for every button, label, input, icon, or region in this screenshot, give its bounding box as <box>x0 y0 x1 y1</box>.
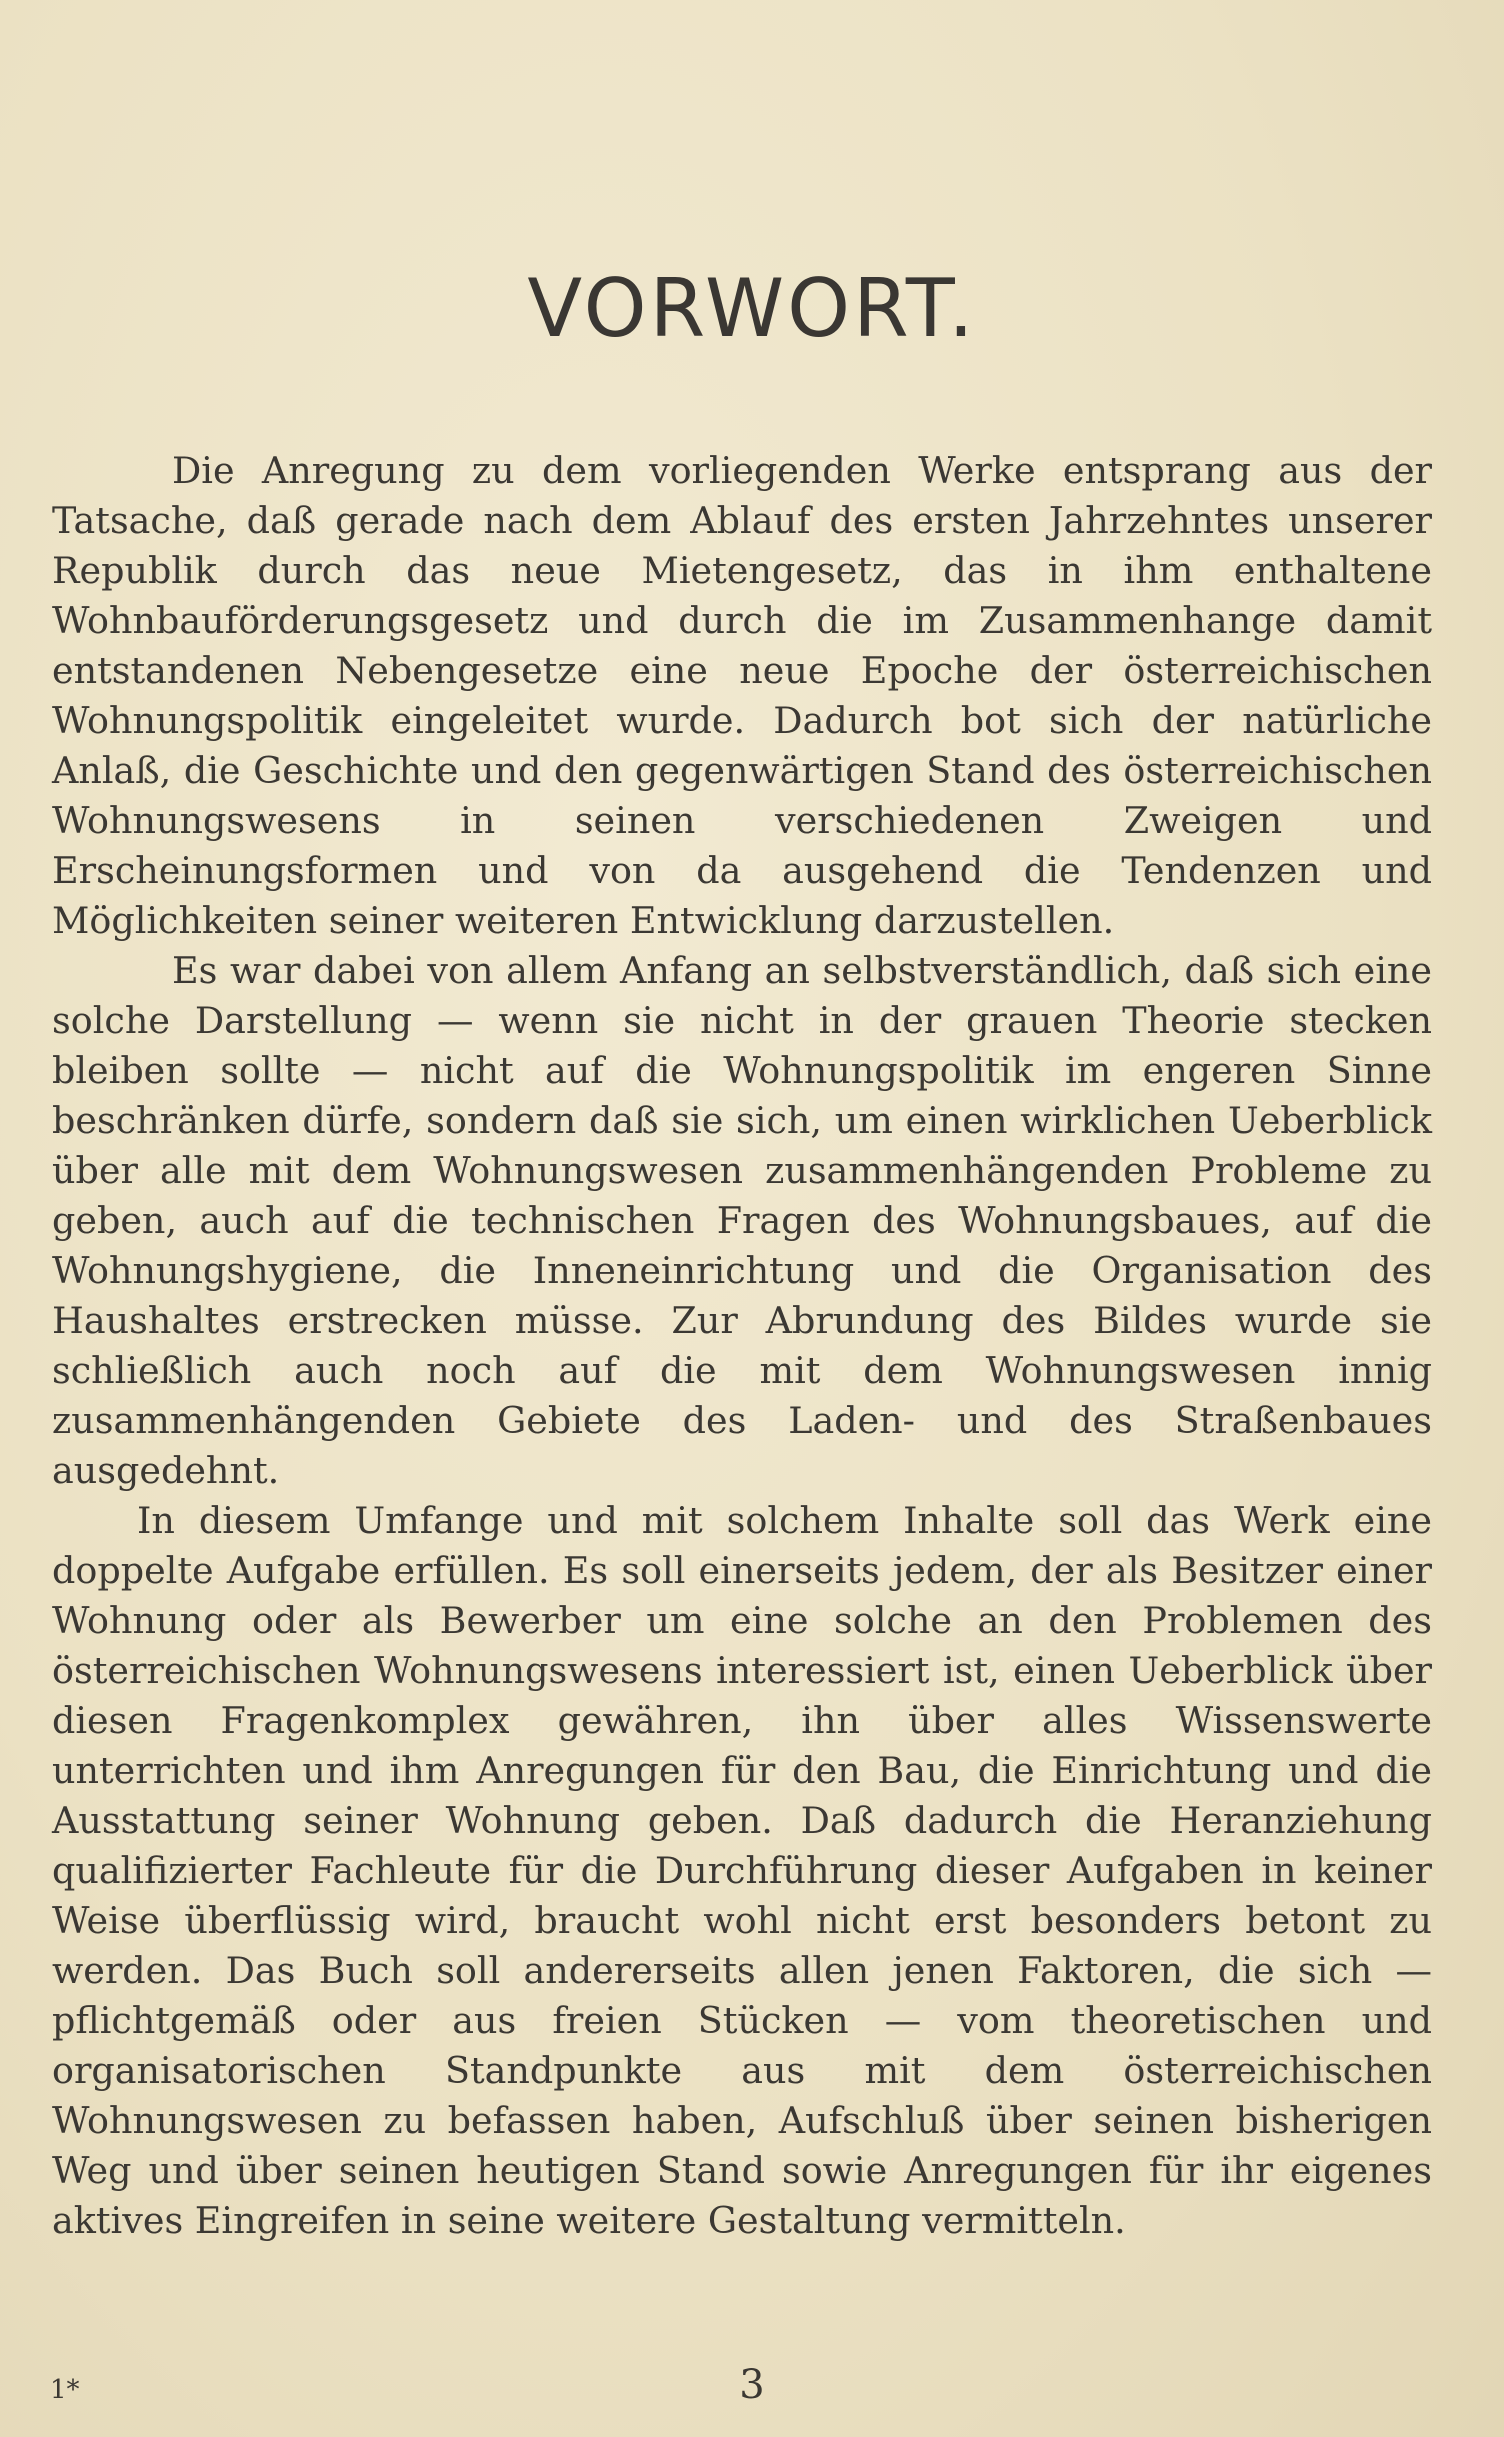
page-number: 3 <box>739 2362 765 2408</box>
paragraph-2: Es war dabei von allem Anfang an selbstverständlich, daß sich eine solche Darstellung — wenn sie nicht in der grauen Theorie stecken bleiben sollte — nicht auf die Wohnungspolitik im engeren Sinne beschränken dürfe, sondern daß sie sich, um einen wirklichen Ueberblick über alle mit dem Wohnungswesen zusammenhängenden Probleme zu geben, auch auf die technischen Fragen des Wohnungsbaues, auf die Wohnungshygiene, die Inneneinrichtung und die Organisation des Haushaltes erstrecken müsse. Zur Abrundung des Bildes wurde sie schließlich auch noch auf die mit dem Wohnungswesen innig zusammenhängenden Gebiete des Laden- und des Straßenbaues ausgedehnt. <box>52 949 1432 1492</box>
paragraph-3: In diesem Umfange und mit solchem Inhalte soll das Werk eine doppelte Aufgabe erfüllen. Es soll einerseits jedem, der als Besitzer einer Wohnung oder als Bewerber um eine solche an den Problemen des österreichischen Wohnungswesens interessiert ist, einen Ueberblick über diesen Fragenkomplex gewähren, ihn über alles Wissenswerte unterrichten und ihm Anregungen für den Bau, die Einrichtung und die Ausstattung seiner Wohnung geben. Daß dadurch die Heranziehung qualifizierter Fachleute für die Durchführung dieser Aufgaben in keiner Weise überflüssig wird, braucht wohl nicht erst besonders betont zu werden. Das Buch soll andererseits allen jenen Faktoren, die sich — pflichtgemäß oder aus freien Stücken — vom theoretischen und organisatorischen Standpunkte aus mit dem österreichischen Wohnungswesen zu befassen haben, Aufschluß über seinen bisherigen Weg und über seinen heutigen Stand sowie Anregungen für ihr eigenes aktives Eingreifen in seine weitere Gestaltung vermitteln. <box>52 1499 1432 2242</box>
page-title: VORWORT. <box>527 262 977 355</box>
body-text <box>52 446 1432 2246</box>
paragraph-1: Die Anregung zu dem vorliegenden Werke entsprang aus der Tatsache, daß gerade nach dem Ablauf des ersten Jahrzehntes unserer Republik durch das neue Mietengesetz, das in ihm enthaltene Wohnbauförderungsgesetz und durch die im Zusammenhange damit entstandenen Nebengesetze eine neue Epoche der österreichischen Wohnungspolitik eingeleitet wurde. Dadurch bot sich der natürliche Anlaß, die Geschichte und den gegenwärtigen Stand des österreichischen Wohnungswesens in seinen verschiedenen Zweigen und Erscheinungsformen und von da ausgehend die Tendenzen und Möglichkeiten seiner weiteren Entwicklung darzustellen. <box>52 449 1432 942</box>
signature-mark: 1* <box>50 2375 80 2405</box>
